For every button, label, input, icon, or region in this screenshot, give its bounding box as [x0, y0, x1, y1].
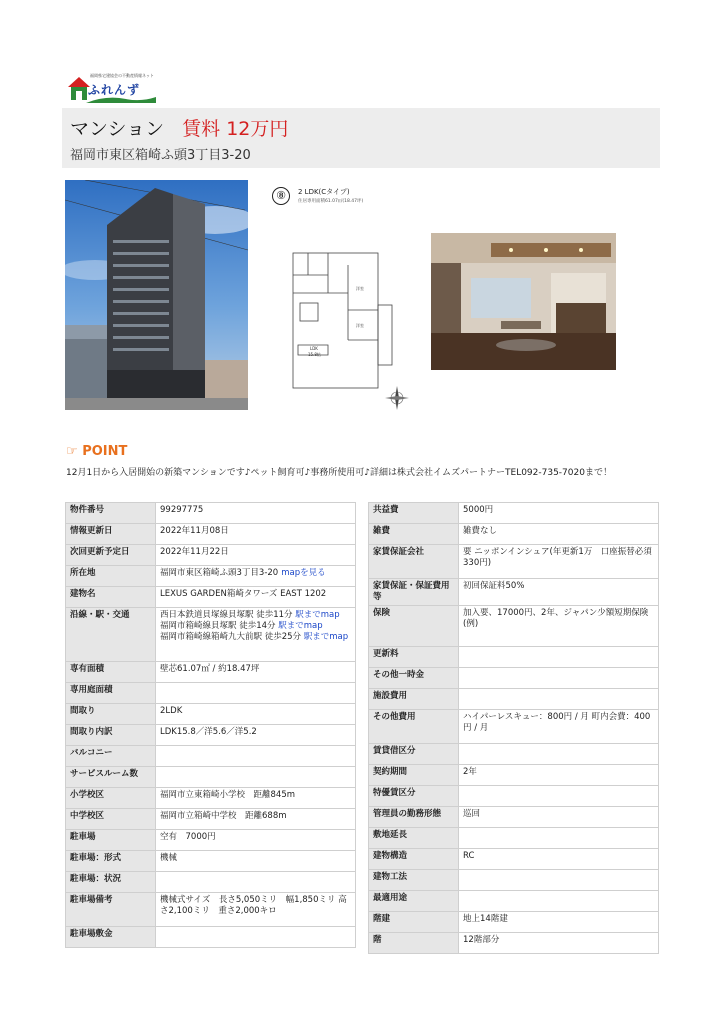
field-label: 特優賃区分: [369, 786, 459, 807]
table-row: [66, 608, 356, 662]
table-row: [66, 830, 356, 851]
field-label: 専有面積: [66, 662, 156, 683]
table-row: [369, 579, 659, 606]
value-text: 機械式サイズ 長さ5,050ミリ 幅1,850ミリ 高さ2,100ミリ 重さ2,000キロ: [160, 895, 347, 916]
table-row: [369, 891, 659, 912]
value-text: LDK15.8／洋5.6／洋5.2: [160, 727, 257, 737]
field-label: 駐車場：形式: [66, 851, 156, 872]
value-text: 初回保証料50%: [463, 581, 525, 591]
field-value: [156, 788, 356, 809]
field-value: [459, 579, 659, 606]
value-text: 99297775: [160, 505, 204, 515]
field-label: 雑費: [369, 524, 459, 545]
field-value: [156, 587, 356, 608]
field-value: [459, 891, 659, 912]
field-value: [459, 744, 659, 765]
table-row: [369, 765, 659, 786]
field-label: 管理員の勤務形態: [369, 807, 459, 828]
field-value: [459, 765, 659, 786]
table-row: [369, 828, 659, 849]
field-label: その他一時金: [369, 668, 459, 689]
station-map-link[interactable]: 駅までmap: [303, 632, 349, 642]
value-text: 福岡市東区箱崎ふ頭3丁目3-20: [160, 568, 279, 578]
table-row: [369, 912, 659, 933]
value-text: 12階部分: [463, 935, 500, 945]
field-value: [459, 647, 659, 668]
field-value: [459, 828, 659, 849]
field-value: [156, 767, 356, 788]
table-row: [369, 689, 659, 710]
plan-room-b-label: 洋室: [356, 323, 364, 328]
table-row: [66, 683, 356, 704]
field-value: [459, 668, 659, 689]
field-label: その他費用: [369, 710, 459, 744]
table-row: [66, 788, 356, 809]
site-logo[interactable]: [66, 71, 156, 103]
field-value: [156, 830, 356, 851]
table-row: [66, 524, 356, 545]
table-row: [369, 545, 659, 579]
table-row: [369, 710, 659, 744]
field-label: 情報更新日: [66, 524, 156, 545]
value-text: RC: [463, 851, 475, 861]
table-row: [369, 524, 659, 545]
value-text: 福岡市立東箱崎小学校 距離845m: [160, 790, 296, 800]
value-text: 2022年11月22日: [160, 547, 229, 557]
field-label: 駐車場：状況: [66, 872, 156, 893]
field-label: 最適用途: [369, 891, 459, 912]
field-label: 敷地延長: [369, 828, 459, 849]
field-label: 間取り内訳: [66, 725, 156, 746]
plan-number: ⑧: [272, 187, 290, 205]
value-text: 巡回: [463, 809, 481, 819]
table-row: [369, 786, 659, 807]
table-row: [369, 606, 659, 647]
table-row: [66, 545, 356, 566]
plan-area-note: 住居専用面積61.07㎡(18.47坪): [298, 199, 364, 204]
field-label: サービスルーム数: [66, 767, 156, 788]
field-label: 次回更新予定日: [66, 545, 156, 566]
logo-name: ふれんず: [88, 83, 141, 97]
table-row: [66, 566, 356, 587]
field-label: バルコニー: [66, 746, 156, 767]
value-text: 雑費なし: [463, 526, 498, 536]
field-label: 沿線・駅・交通: [66, 608, 156, 662]
value-text: LEXUS GARDEN箱崎タワーズ EAST 1202: [160, 589, 327, 599]
table-row: [369, 503, 659, 524]
station-info: 福岡市箱崎線箱崎九大前駅 徒歩25分: [160, 632, 304, 642]
table-row: [369, 933, 659, 954]
table-row: [66, 704, 356, 725]
station-map-link[interactable]: 駅までmap: [295, 610, 340, 620]
logo-hill-icon: [86, 95, 156, 103]
field-value: [156, 683, 356, 704]
field-label: 物件番号: [66, 503, 156, 524]
plan-room-a-label: 洋室: [356, 286, 364, 291]
table-row: [369, 668, 659, 689]
table-row: [66, 851, 356, 872]
field-label: 小学校区: [66, 788, 156, 809]
plan-ldk-size: 15.8帖: [308, 352, 321, 357]
value-text: 2年: [463, 767, 477, 777]
station-info: 福岡市箱崎線貝塚駅 徒歩14分: [160, 621, 279, 631]
field-value: [459, 606, 659, 647]
field-label: 保険: [369, 606, 459, 647]
field-value: [156, 927, 356, 948]
field-label: 契約期間: [369, 765, 459, 786]
field-value: [156, 545, 356, 566]
field-value: [459, 933, 659, 954]
field-value: [156, 704, 356, 725]
field-value: [459, 870, 659, 891]
point-text: 12月1日から入居開始の新築マンションです♪ペット飼育可♪事務所使用可♪詳細は株式会社イムズパートナーTEL092-735-7020まで！: [66, 468, 612, 478]
value-text: 地上14階建: [463, 914, 508, 924]
table-row: [66, 725, 356, 746]
value-text: 壁芯61.07㎡ / 約18.47坪: [160, 664, 260, 674]
field-label: 建物名: [66, 587, 156, 608]
field-label: 階: [369, 933, 459, 954]
plan-type: 2 LDK(Cタイプ): [298, 188, 350, 196]
field-value: [459, 503, 659, 524]
field-label: 家賃保証会社: [369, 545, 459, 579]
field-value: [156, 662, 356, 683]
value-text: 機械: [160, 853, 178, 863]
table-row: [66, 746, 356, 767]
field-value: [156, 851, 356, 872]
value-text: 2LDK: [160, 706, 183, 716]
property-details-table-right: [368, 502, 659, 954]
field-value: [459, 807, 659, 828]
table-row: [369, 870, 659, 891]
field-value: [156, 746, 356, 767]
field-label: 家賃保証・保証費用等: [369, 579, 459, 606]
table-row: [369, 849, 659, 870]
property-address: 福岡市東区箱崎ふ頭3丁目3-20: [70, 148, 251, 163]
field-label: 階建: [369, 912, 459, 933]
table-row: [66, 503, 356, 524]
value-text: 5000円: [463, 505, 494, 515]
field-value: [156, 872, 356, 893]
field-label: 間取り: [66, 704, 156, 725]
value-text: ハイパーレスキュー：800円 / 月 町内会費：400円 / 月: [463, 712, 651, 733]
table-row: [66, 927, 356, 948]
field-value: [156, 503, 356, 524]
field-label: 駐車場敷金: [66, 927, 156, 948]
field-label: 駐車場備考: [66, 893, 156, 927]
table-row: [66, 809, 356, 830]
logo-tagline: 福岡県宅建協会の不動産情報ネット: [90, 73, 154, 78]
field-value: [156, 725, 356, 746]
pointing-hand-icon: ☞: [66, 444, 78, 459]
title-banner: [62, 108, 660, 168]
point-heading: ☞ POINT: [66, 444, 128, 459]
property-details-table-left: [65, 502, 356, 948]
building-photo: [65, 180, 248, 410]
field-label: 駐車場: [66, 830, 156, 851]
table-row: [66, 767, 356, 788]
value-text: 加入要、17000円、2年、ジャパン少額短期保険(例): [463, 608, 649, 629]
field-value: [459, 849, 659, 870]
field-label: 更新料: [369, 647, 459, 668]
table-row: [66, 587, 356, 608]
field-value: [459, 689, 659, 710]
compass-icon: [384, 385, 410, 411]
field-label: 賃貸借区分: [369, 744, 459, 765]
field-label: 建物工法: [369, 870, 459, 891]
field-label: 施設費用: [369, 689, 459, 710]
floor-plan: [268, 183, 408, 413]
station-map-link[interactable]: 駅までmap: [278, 621, 323, 631]
value-text: 福岡市立箱崎中学校 距離688m: [160, 811, 287, 821]
field-label: 中学校区: [66, 809, 156, 830]
field-label: 所在地: [66, 566, 156, 587]
field-value: [459, 524, 659, 545]
plan-ldk-label: LDK: [310, 346, 318, 351]
value-text: 空有 7000円: [160, 832, 216, 842]
field-value: [156, 893, 356, 927]
map-link[interactable]: mapを見る: [281, 568, 326, 578]
field-value: [156, 809, 356, 830]
interior-photo: [431, 233, 616, 370]
table-row: [66, 662, 356, 683]
rent-price: 賃料 12万円: [182, 118, 289, 140]
floor-plan-drawing: [268, 205, 408, 415]
table-row: [66, 893, 356, 927]
property-type: マンション: [70, 118, 165, 140]
field-value: [459, 710, 659, 744]
table-row: [66, 872, 356, 893]
table-row: [369, 647, 659, 668]
field-value: [459, 786, 659, 807]
field-label: 建物構造: [369, 849, 459, 870]
table-row: [369, 807, 659, 828]
field-label: 共益費: [369, 503, 459, 524]
field-value: [156, 524, 356, 545]
table-row: [369, 744, 659, 765]
station-info: 西日本鉄道貝塚線貝塚駅 徒歩11分: [160, 610, 296, 620]
page-title: [70, 114, 288, 141]
field-value: [459, 545, 659, 579]
value-text: 2022年11月08日: [160, 526, 229, 536]
value-text: 要 ニッポンインシュア(年更新1万 口座振替必須330円): [463, 547, 652, 568]
field-value: [156, 608, 356, 662]
field-value: [156, 566, 356, 587]
field-value: [459, 912, 659, 933]
field-label: 専用庭面積: [66, 683, 156, 704]
